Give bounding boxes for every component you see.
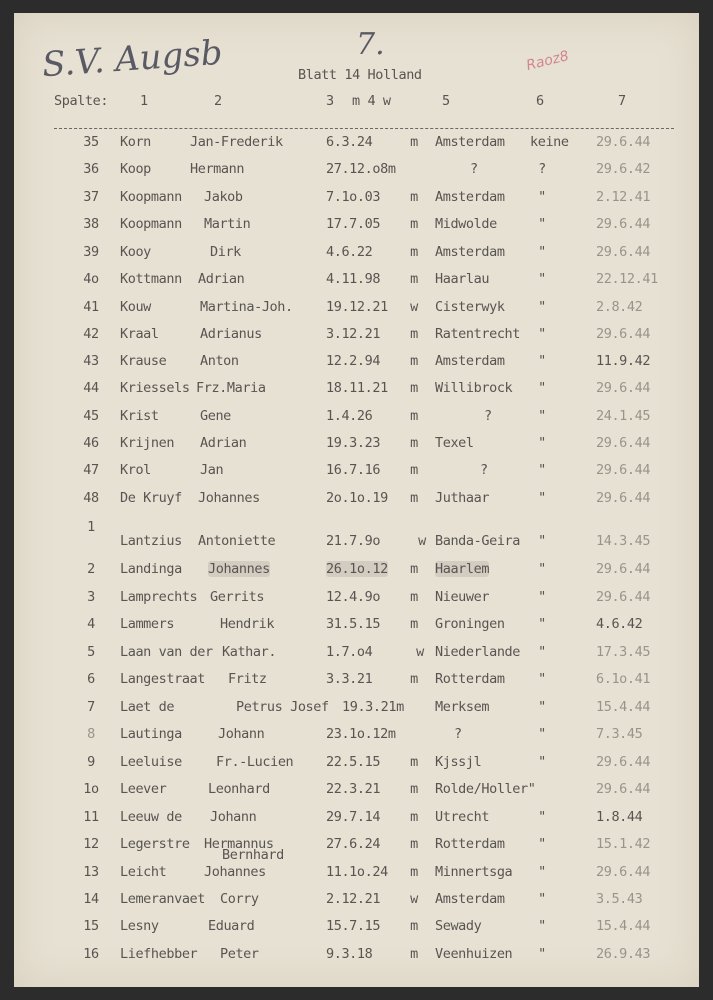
entry-surname: Liefhebber [120, 946, 198, 962]
entry-birth-date: 7.1o.03 [326, 189, 381, 205]
table-row [14, 726, 699, 748]
entry-place: Amsterdam [435, 134, 505, 150]
entry-number: 35 [83, 134, 99, 150]
table-row [14, 781, 699, 803]
entry-number: 45 [83, 408, 99, 424]
entry-col6: " [538, 726, 546, 742]
entry-surname: Lammers [120, 616, 175, 632]
entry-col7: 29.6.44 [596, 244, 651, 260]
table-row [14, 836, 699, 863]
entry-birth-date: 17.7.05 [326, 216, 381, 232]
entry-place: Texel [435, 435, 474, 451]
entry-col7: 2.12.41 [596, 189, 651, 205]
entry-sex: m [410, 189, 418, 205]
entry-birth-date: 29.7.14 [326, 809, 381, 825]
entry-number: 37 [83, 189, 99, 205]
entry-given-name: Johann [210, 809, 257, 825]
entry-birth-date: 12.2.94 [326, 353, 381, 369]
entry-surname: Kottmann [120, 271, 182, 287]
entry-place: Amsterdam [435, 189, 505, 205]
entry-birth-date: 31.5.15 [326, 616, 381, 632]
entry-birth-date: 21.7.9o [326, 533, 381, 549]
entry-col6: " [538, 326, 546, 342]
entry-given-name: Kathar. [222, 644, 277, 660]
entry-place: Rotterdam [435, 671, 505, 687]
entry-surname: Leeuw de [120, 809, 182, 825]
entry-col7: 29.6.44 [596, 864, 651, 880]
entry-surname: Lantzius [120, 533, 182, 549]
entry-col6: " [538, 891, 546, 907]
entry-place: Kjssjl [435, 754, 482, 770]
entry-birth-date: 6.3.24 [326, 134, 373, 150]
entry-number: 13 [83, 864, 99, 880]
entry-number: 44 [83, 380, 99, 396]
entry-surname: Kriessels [120, 380, 190, 396]
table-row [14, 299, 699, 321]
header-col4: m 4 w [352, 93, 391, 109]
entry-col7: 17.3.45 [596, 644, 651, 660]
entry-place: Amsterdam [435, 353, 505, 369]
entry-number: 14 [83, 891, 99, 907]
entry-col6: " [538, 946, 546, 962]
entry-sex: m [410, 353, 418, 369]
entry-sex: w [410, 891, 418, 907]
entry-birth-date: 18.11.21 [326, 380, 388, 396]
entry-col6: " [538, 616, 546, 632]
entry-sex: m [410, 244, 418, 260]
table-row [14, 754, 699, 776]
entry-surname: Krijnen [120, 435, 175, 451]
entry-col7: 15.4.44 [596, 918, 651, 934]
entry-surname: Laan van der [120, 644, 213, 660]
table-row [14, 533, 699, 555]
entry-col6: " [538, 490, 546, 506]
table-row [14, 589, 699, 611]
table-row [14, 380, 699, 402]
entry-birth-date: 26.1o.12 [326, 561, 388, 577]
entry-number: 36 [83, 161, 99, 177]
entry-col6: " [538, 809, 546, 825]
entry-col7: 29.6.44 [596, 435, 651, 451]
entry-number: 46 [83, 435, 99, 451]
entry-place: ? [470, 161, 478, 177]
entry-given-name: Corry [220, 891, 259, 907]
entry-sex: w [410, 299, 418, 315]
entry-given-name: Jakob [204, 189, 243, 205]
entry-sex: m [410, 809, 418, 825]
entry-place: Haarlem [435, 561, 490, 577]
entry-col7: 3.5.43 [596, 891, 643, 907]
entry-number: 47 [83, 462, 99, 478]
entry-place: Groningen [435, 616, 505, 632]
entry-number: 8 [87, 726, 95, 742]
entry-birth-date: 3.3.21 [326, 671, 373, 687]
sheet-title: Blatt 14 Holland [298, 67, 422, 83]
entry-place: Amsterdam [435, 891, 505, 907]
table-row [14, 891, 699, 913]
table-row [14, 244, 699, 266]
entry-birth-date: 11.1o.24 [326, 864, 388, 880]
entry-given-name: Johannes [198, 490, 260, 506]
entry-number: 15 [83, 918, 99, 934]
table-row [14, 699, 699, 721]
table-row [14, 134, 699, 156]
entry-surname: Kouw [120, 299, 151, 315]
entry-place: ? [484, 408, 492, 424]
entry-place: ? [480, 462, 488, 478]
entry-birth-date: 15.7.15 [326, 918, 381, 934]
entry-surname: Laet de [120, 699, 175, 715]
entry-sex: m [410, 946, 418, 962]
entry-col6: " [538, 408, 546, 424]
entry-sex: m [410, 671, 418, 687]
entry-given-name: Gerrits [210, 589, 265, 605]
entry-given-name: Hermann [190, 161, 245, 177]
entry-col7: 14.3.45 [596, 533, 651, 549]
entry-birth-date: 19.12.21 [326, 299, 388, 315]
entry-col7: 15.1.42 [596, 836, 651, 852]
entry-col6: " [538, 380, 546, 396]
entry-surname: Landinga [120, 561, 182, 577]
entry-number: 16 [83, 946, 99, 962]
table-row [14, 864, 699, 886]
entry-birth-date: 19.3.23 [326, 435, 381, 451]
entry-given-name: Antoniette [198, 533, 276, 549]
entry-place: Rolde/Holler" [435, 781, 536, 797]
entry-col7: 29.6.44 [596, 754, 651, 770]
entry-birth-date: 4.6.22 [326, 244, 373, 260]
entry-surname: Krist [120, 408, 159, 424]
entry-number: 2 [87, 561, 95, 577]
entry-given-name: Adrian [198, 271, 245, 287]
entry-col7: 4.6.42 [596, 616, 643, 632]
entry-birth-date: 2.12.21 [326, 891, 381, 907]
entry-number: 4 [87, 616, 95, 632]
entry-col6: " [538, 589, 546, 605]
entry-surname: Lesny [120, 918, 159, 934]
entry-sex: m [410, 435, 418, 451]
entry-col6: " [538, 353, 546, 369]
entry-col7: 29.6.44 [596, 134, 651, 150]
document-page [14, 13, 699, 987]
entry-col7: 29.6.44 [596, 589, 651, 605]
entry-surname: Koopmann [120, 189, 182, 205]
entry-sex: m [410, 271, 418, 287]
entry-col7: 22.12.41 [596, 271, 658, 287]
entry-sex: m [410, 781, 418, 797]
entry-given-name: Fr.-Lucien [216, 754, 294, 770]
entry-col7: 29.6.44 [596, 490, 651, 506]
entry-place: Utrecht [435, 809, 490, 825]
table-row [14, 161, 699, 183]
entry-surname: Kooy [120, 244, 151, 260]
table-row [14, 189, 699, 211]
entry-col6: " [538, 918, 546, 934]
entry-surname: Krol [120, 462, 151, 478]
entry-col6: " [538, 271, 546, 287]
entry-col7: 7.3.45 [596, 726, 643, 742]
entry-col7: 29.6.44 [596, 561, 651, 577]
entry-col7: 29.6.44 [596, 326, 651, 342]
entry-surname: Koopmann [120, 216, 182, 232]
entry-birth-date: 9.3.18 [326, 946, 373, 962]
entry-col6: " [538, 299, 546, 315]
header-col2: 2 [214, 93, 222, 109]
entry-birth-date: 23.1o.12m [326, 726, 396, 742]
header-col7: 7 [618, 93, 626, 109]
table-row [14, 809, 699, 831]
entry-given-name: Adrianus [200, 326, 262, 342]
entry-col7: 29.6.44 [596, 781, 651, 797]
entry-surname: Krause [120, 353, 167, 369]
entry-number: 48 [83, 490, 99, 506]
entry-sex: m [410, 918, 418, 934]
entry-sex: m [410, 326, 418, 342]
entry-sex: m [410, 561, 418, 577]
entry-given-name: Johann [218, 726, 265, 742]
entry-sex: m [410, 589, 418, 605]
entry-sex: m [410, 754, 418, 770]
entry-col6: keine [530, 134, 569, 150]
entry-birth-date: 12.4.9o [326, 589, 381, 605]
entry-number: 43 [83, 353, 99, 369]
entry-number: 5 [87, 644, 95, 660]
entry-surname: Kraal [120, 326, 159, 342]
entry-place: Juthaar [435, 490, 490, 506]
entry-sex: m [410, 864, 418, 880]
entry-place: Rotterdam [435, 836, 505, 852]
entry-number: 1 [87, 519, 95, 535]
entry-col7: 2.8.42 [596, 299, 643, 315]
column-header [14, 93, 699, 115]
table-row [14, 271, 699, 293]
entry-number: 38 [83, 216, 99, 232]
handwritten-note: S.V. Augsb [40, 32, 224, 86]
table-row [14, 918, 699, 940]
entry-given-name: Dirk [210, 244, 241, 260]
entry-col6: " [538, 533, 546, 549]
entry-birth-date: 22.5.15 [326, 754, 381, 770]
entry-number: 1o [83, 781, 99, 797]
entry-surname: Koop [120, 161, 151, 177]
entry-place: Nieuwer [435, 589, 490, 605]
header-label: Spalte: [54, 93, 109, 109]
entry-col6: " [538, 244, 546, 260]
entry-place: Ratentrecht [435, 326, 521, 342]
entry-col6: " [538, 836, 546, 852]
entry-place: Merksem [435, 699, 490, 715]
entry-given-name: Anton [200, 353, 239, 369]
entry-col7: 6.1o.41 [596, 671, 651, 687]
entry-number: 9 [87, 754, 95, 770]
entry-place: Sewady [435, 918, 482, 934]
entry-number: 39 [83, 244, 99, 260]
entry-col6: " [538, 754, 546, 770]
table-row [14, 353, 699, 375]
header-col5: 5 [442, 93, 450, 109]
table-row [14, 326, 699, 348]
entry-birth-date: 27.12.o8m [326, 161, 396, 177]
entry-place: Niederlande [435, 644, 521, 660]
entry-given-name: Eduard [208, 918, 255, 934]
entry-col7: 1.8.44 [596, 809, 643, 825]
entry-birth-date: 3.12.21 [326, 326, 381, 342]
entry-col6: " [538, 671, 546, 687]
table-row [14, 490, 699, 512]
entry-col7: 29.6.44 [596, 216, 651, 232]
entry-given-name: Jan [200, 462, 224, 478]
entry-given-name: Martin [204, 216, 251, 232]
entry-given-name: Leonhard [208, 781, 270, 797]
entry-birth-date: 1.4.26 [326, 408, 373, 424]
entry-surname: De Kruyf [120, 490, 182, 506]
stamp-mark: Raoz8 [524, 48, 571, 74]
entry-birth-date: 22.3.21 [326, 781, 381, 797]
entry-given-name: Hendrik [220, 616, 275, 632]
entry-col7: 11.9.42 [596, 353, 651, 369]
entry-given-name: Martina-Joh. [200, 299, 293, 315]
entry-given-name: Johannes [208, 561, 270, 577]
entry-col6: " [538, 561, 546, 577]
table-row [14, 644, 699, 666]
entry-birth-date: 4.11.98 [326, 271, 381, 287]
entry-place: Midwolde [435, 216, 497, 232]
entry-sex: m [410, 134, 418, 150]
header-col1: 1 [140, 93, 148, 109]
entry-sex: m [410, 490, 418, 506]
entry-given-name: Adrian [200, 435, 247, 451]
entry-sex: m [410, 616, 418, 632]
entry-given-name: Jan-Frederik [190, 134, 283, 150]
entry-place: Haarlau [435, 271, 490, 287]
entry-given-name: Fritz [228, 671, 267, 687]
table-row [14, 561, 699, 583]
entry-birth-date: 27.6.24 [326, 836, 381, 852]
entry-surname: Leeluise [120, 754, 182, 770]
entry-col6: " [538, 216, 546, 232]
entry-col7: 29.6.44 [596, 462, 651, 478]
entry-col6: " [538, 699, 546, 715]
entry-col6: " [538, 189, 546, 205]
entry-number: 6 [87, 671, 95, 687]
entry-surname: Lamprechts [120, 589, 198, 605]
entry-given-name: Frz.Maria [196, 380, 266, 396]
entry-birth-date: 16.7.16 [326, 462, 381, 478]
entry-col6: " [538, 644, 546, 660]
entry-number: 42 [83, 326, 99, 342]
entry-given-name: Gene [200, 408, 231, 424]
entry-surname: Lemeranvaet [120, 891, 206, 907]
table-row [14, 435, 699, 457]
entry-surname: Korn [120, 134, 151, 150]
entry-col7: 29.6.42 [596, 161, 651, 177]
entry-col6: " [538, 864, 546, 880]
entry-given-name-2: Bernhard [222, 847, 284, 863]
table-row [14, 408, 699, 430]
entry-surname: Langestraat [120, 671, 206, 687]
table-row [14, 616, 699, 638]
header-rule [54, 128, 674, 129]
entry-number: 12 [83, 836, 99, 852]
entry-sex: m [410, 216, 418, 232]
entry-place: Willibrock [435, 380, 513, 396]
entry-number: 4o [83, 271, 99, 287]
entry-col6: " [538, 462, 546, 478]
entry-col7: 24.1.45 [596, 408, 651, 424]
table-row [14, 462, 699, 484]
entry-surname: Legerstre [120, 836, 190, 852]
entry-place: Minnertsga [435, 864, 513, 880]
entry-number: 41 [83, 299, 99, 315]
entry-surname: Leever [120, 781, 167, 797]
entry-birth-date: 19.3.21m [342, 699, 404, 715]
table-row [14, 216, 699, 238]
entry-place: Banda-Geira [435, 533, 521, 549]
entry-sex: w [416, 644, 424, 660]
entry-col6: " [538, 435, 546, 451]
entry-place: ? [454, 726, 462, 742]
entry-col7: 26.9.43 [596, 946, 651, 962]
entry-given-name: Peter [220, 946, 259, 962]
entry-number: 7 [87, 699, 95, 715]
entry-place: Cisterwyk [435, 299, 505, 315]
entry-birth-date: 1.7.o4 [326, 644, 373, 660]
entry-sex: m [410, 836, 418, 852]
entry-given-name: Johannes [204, 864, 266, 880]
entry-place: Amsterdam [435, 244, 505, 260]
entry-sex: w [418, 533, 426, 549]
entry-place: Veenhuizen [435, 946, 513, 962]
entry-surname: Leicht [120, 864, 167, 880]
entry-col6: ? [538, 161, 546, 177]
entry-surname: Lautinga [120, 726, 182, 742]
header-col6: 6 [536, 93, 544, 109]
entry-sex: m [410, 380, 418, 396]
entry-number: 3 [87, 589, 95, 605]
entry-given-name: Hermannus [204, 836, 274, 852]
entry-col7: 15.4.44 [596, 699, 651, 715]
header-col3: 3 [326, 93, 334, 109]
handwritten-page-number: 7. [356, 27, 385, 62]
table-row [14, 946, 699, 968]
entry-birth-date: 2o.1o.19 [326, 490, 388, 506]
entry-col7: 29.6.44 [596, 380, 651, 396]
table-row [14, 671, 699, 693]
entry-number: 11 [83, 809, 99, 825]
entry-sex: m [410, 462, 418, 478]
entry-given-name: Petrus Josef [236, 699, 329, 715]
entry-sex: m [410, 408, 418, 424]
